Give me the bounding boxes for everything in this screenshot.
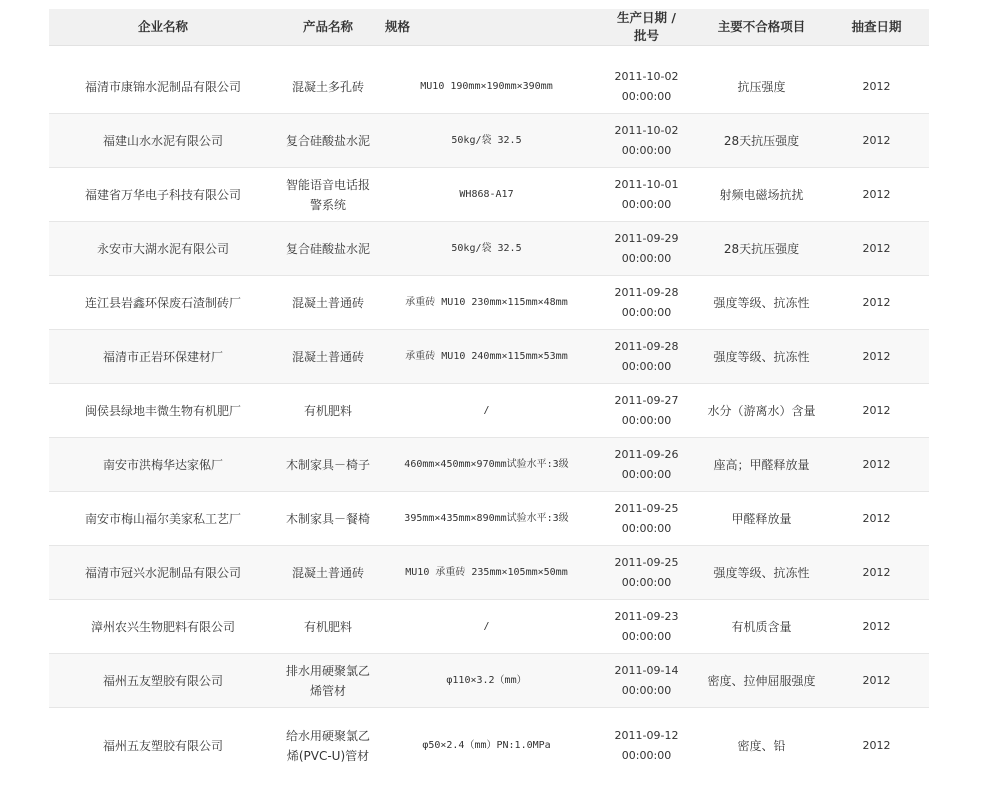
cell-product: 混凝土普通砖	[277, 276, 379, 330]
table-row	[49, 438, 929, 492]
cell-product: 木制家具－餐椅	[277, 492, 379, 546]
cell-product: 有机肥料	[277, 600, 379, 654]
header-row	[49, 9, 929, 46]
cell-check-date: 2012	[824, 546, 929, 600]
cell-production-date: 2011-09-29 00:00:00	[594, 222, 699, 276]
cell-production-date: 2011-09-25 00:00:00	[594, 492, 699, 546]
cell-spec: 460mm×450mm×970mm试验水平:3级	[379, 438, 594, 492]
header-spec: 规格	[379, 9, 594, 46]
table-row	[49, 546, 929, 600]
cell-failed-items: 密度、拉伸屈服强度	[699, 654, 824, 708]
cell-failed-items: 水分（游离水）含量	[699, 384, 824, 438]
cell-production-date: 2011-09-26 00:00:00	[594, 438, 699, 492]
cell-product: 排水用硬聚氯乙烯管材	[277, 654, 379, 708]
cell-product: 给水用硬聚氯乙烯(PVC-U)管材	[285, 728, 370, 763]
cell-production-date: 2011-09-28 00:00:00	[594, 276, 699, 330]
cell-failed-items: 强度等级、抗冻性	[699, 330, 824, 384]
cell-check-date: 2012	[824, 492, 929, 546]
cell-check-date: 2012	[824, 114, 929, 168]
table-row	[49, 654, 929, 708]
cell-production-date: 2011-09-25 00:00:00	[594, 546, 699, 600]
cell-check-date: 2012	[824, 600, 929, 654]
cell-company: 福清市冠兴水泥制品有限公司	[49, 546, 277, 600]
table-row	[49, 492, 929, 546]
table-row	[49, 600, 929, 654]
cell-failed-items: 有机质含量	[699, 600, 824, 654]
cell-company: 福建山水水泥有限公司	[49, 114, 277, 168]
cell-company: 南安市梅山福尔美家私工艺厂	[49, 492, 277, 546]
cell-company: 福州五友塑胶有限公司	[49, 654, 277, 708]
inspection-table-container	[49, 9, 929, 784]
table-body	[49, 46, 929, 784]
cell-product: 混凝土普通砖	[277, 330, 379, 384]
cell-spec: 50kg/袋 32.5	[379, 114, 594, 168]
cell-production-date: 2011-09-14 00:00:00	[594, 654, 699, 708]
cell-company: 漳州农兴生物肥料有限公司	[49, 600, 277, 654]
cell-production-date: 2011-09-23 00:00:00	[594, 600, 699, 654]
cell-product: 混凝土多孔砖	[277, 46, 379, 114]
cell-failed-items: 强度等级、抗冻性	[699, 276, 824, 330]
cell-product: 复合硅酸盐水泥	[277, 222, 379, 276]
table-row	[49, 168, 929, 222]
cell-production-date: 2011-10-02 00:00:00	[594, 114, 699, 168]
header-date-label: 生产日期 / 批号	[617, 10, 676, 43]
cell-check-date: 2012	[824, 168, 929, 222]
cell-check-date: 2012	[824, 46, 929, 114]
cell-production-date: 2011-09-12 00:00:00	[614, 728, 679, 762]
table-row	[49, 114, 929, 168]
cell-failed-items: 强度等级、抗冻性	[699, 546, 824, 600]
cell-check-date: 2012	[824, 438, 929, 492]
cell-company: 福州五友塑胶有限公司	[102, 738, 223, 753]
cell-product: 混凝土普通砖	[277, 546, 379, 600]
cell-spec: φ110×3.2（mm）	[379, 654, 594, 708]
table-row	[49, 222, 929, 276]
cell-spec: MU10 承重砖 235mm×105mm×50mm	[379, 546, 594, 600]
header-check-date: 抽查日期	[824, 9, 929, 46]
cell-failed-items: 射频电磁场抗扰	[699, 168, 824, 222]
cell-spec: MU10 190mm×190mm×390mm	[379, 46, 594, 114]
cell-company: 闽侯县绿地丰微生物有机肥厂	[49, 384, 277, 438]
cell-company: 福清市康锦水泥制品有限公司	[49, 46, 277, 114]
header-production-date	[594, 9, 699, 46]
cell-company: 福清市正岩环保建材厂	[49, 330, 277, 384]
cell-production-date: 2011-10-02 00:00:00	[594, 46, 699, 114]
cell-check-date: 2012	[824, 222, 929, 276]
cell-check-date: 2012	[824, 654, 929, 708]
cell-product: 智能语音电话报警系统	[277, 168, 379, 222]
cell-production-date: 2011-09-28 00:00:00	[594, 330, 699, 384]
cell-failed-items: 甲醛释放量	[699, 492, 824, 546]
cell-company: 连江县岩鑫环保废石渣制砖厂	[49, 276, 277, 330]
cell-company: 南安市洪梅华达家俬厂	[49, 438, 277, 492]
table-row	[49, 330, 929, 384]
table-row	[49, 276, 929, 330]
cell-product: 有机肥料	[277, 384, 379, 438]
table-row	[49, 708, 929, 784]
cell-check-date: 2012	[862, 738, 891, 752]
cell-company: 永安市大湖水泥有限公司	[49, 222, 277, 276]
header-company: 企业名称	[49, 9, 277, 46]
cell-production-date: 2011-09-27 00:00:00	[594, 384, 699, 438]
cell-product: 复合硅酸盐水泥	[277, 114, 379, 168]
cell-spec: φ50×2.4（mm）PN:1.0MPa	[422, 739, 551, 751]
cell-spec: 395mm×435mm×890mm试验水平:3级	[379, 492, 594, 546]
cell-spec: /	[379, 384, 594, 438]
table-row	[49, 384, 929, 438]
header-product: 产品名称	[277, 9, 379, 46]
cell-spec: 承重砖 MU10 240mm×115mm×53mm	[379, 330, 594, 384]
cell-production-date: 2011-10-01 00:00:00	[594, 168, 699, 222]
cell-check-date: 2012	[824, 384, 929, 438]
inspection-table	[49, 9, 929, 784]
cell-failed-items: 密度、铅	[737, 738, 786, 753]
cell-spec: /	[379, 600, 594, 654]
cell-spec: WH868-A17	[379, 168, 594, 222]
cell-failed-items: 座高；甲醛释放量	[699, 438, 824, 492]
table-row	[49, 46, 929, 114]
cell-spec: 承重砖 MU10 230mm×115mm×48mm	[379, 276, 594, 330]
cell-failed-items: 抗压强度	[699, 46, 824, 114]
header-failed-items: 主要不合格项目	[699, 9, 824, 46]
cell-check-date: 2012	[824, 330, 929, 384]
cell-failed-items: 28天抗压强度	[699, 222, 824, 276]
cell-failed-items: 28天抗压强度	[699, 114, 824, 168]
table-header	[49, 9, 929, 46]
cell-company: 福建省万华电子科技有限公司	[49, 168, 277, 222]
cell-product: 木制家具－椅子	[277, 438, 379, 492]
cell-spec: 50kg/袋 32.5	[379, 222, 594, 276]
cell-check-date: 2012	[824, 276, 929, 330]
